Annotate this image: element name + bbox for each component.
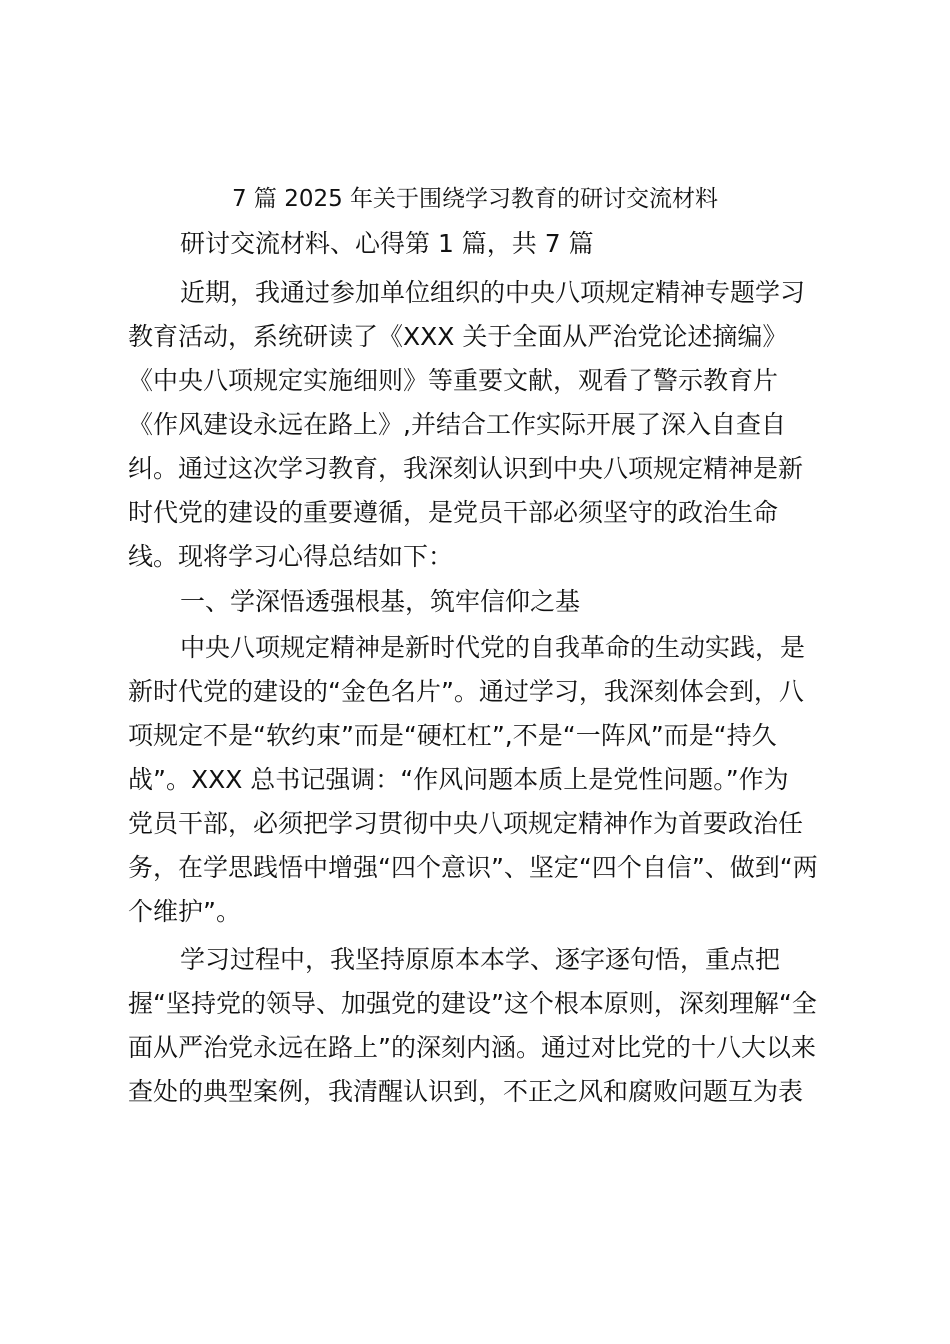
- paragraph-line: 线。现将学习心得总结如下：: [128, 542, 454, 571]
- paragraph-line: 个维护”。: [128, 897, 241, 926]
- paragraph-line: 《作风建设永远在路上》,并结合工作实际开展了深入自查自: [128, 410, 786, 439]
- paragraph-line: 《中央八项规定实施细则》等重要文献，观看了警示教育片: [128, 366, 779, 395]
- document-title: 7 篇 2025 年关于围绕学习教育的研讨交流材料: [231, 186, 719, 212]
- paragraph-line: 面从严治党永远在路上”的深刻内涵。通过对比党的十八大以来: [128, 1033, 816, 1062]
- section-heading: [0, 580, 580, 624]
- paragraph-line: 学习过程中，我坚持原原本本学、逐字逐句悟，重点把: [180, 945, 781, 974]
- paragraph-line: 战”。XXX 总书记强调：“作风问题本质上是党性问题。”作为: [128, 765, 789, 794]
- paragraph-line: 党员干部，必须把学习贯彻中央八项规定精神作为首要政治任: [128, 809, 804, 838]
- paragraph-section1-a: [0, 626, 818, 934]
- paragraph-line: 务，在学思践悟中增强“四个意识”、坚定“四个自信”、做到“两: [128, 853, 818, 882]
- subtitle-line: 研讨交流材料、心得第 1 篇，共 7 篇: [180, 229, 594, 258]
- paragraph-line: 中央八项规定精神是新时代党的自我革命的生动实践，是: [180, 633, 806, 662]
- paragraph-line: 纠。通过这次学习教育，我深刻认识到中央八项规定精神是新: [128, 454, 804, 483]
- paragraph-line: 教育活动，系统研读了《XXX 关于全面从严治党论述摘编》: [128, 322, 788, 351]
- paragraph-line: 新时代党的建设的“金色名片”。通过学习，我深刻体会到，八: [128, 677, 804, 706]
- paragraph-intro: [0, 271, 805, 579]
- section-heading-text: 一、学深悟透强根基，筑牢信仰之基: [180, 587, 581, 616]
- paragraph-section1-b: [0, 938, 817, 1114]
- paragraph-line: 项规定不是“软约束”而是“硬杠杠”,不是“一阵风”而是“持久: [128, 721, 777, 750]
- paragraph-line: 近期，我通过参加单位组织的中央八项规定精神专题学习: [180, 278, 806, 307]
- paragraph-line: 时代党的建设的重要遵循，是党员干部必须坚守的政治生命: [128, 498, 779, 527]
- document-subtitle: [0, 222, 594, 266]
- paragraph-line: 握“坚持党的领导、加强党的建设”这个根本原则，深刻理解“全: [128, 989, 817, 1018]
- paragraph-line: 查处的典型案例，我清醒认识到，不正之风和腐败问题互为表: [128, 1077, 804, 1106]
